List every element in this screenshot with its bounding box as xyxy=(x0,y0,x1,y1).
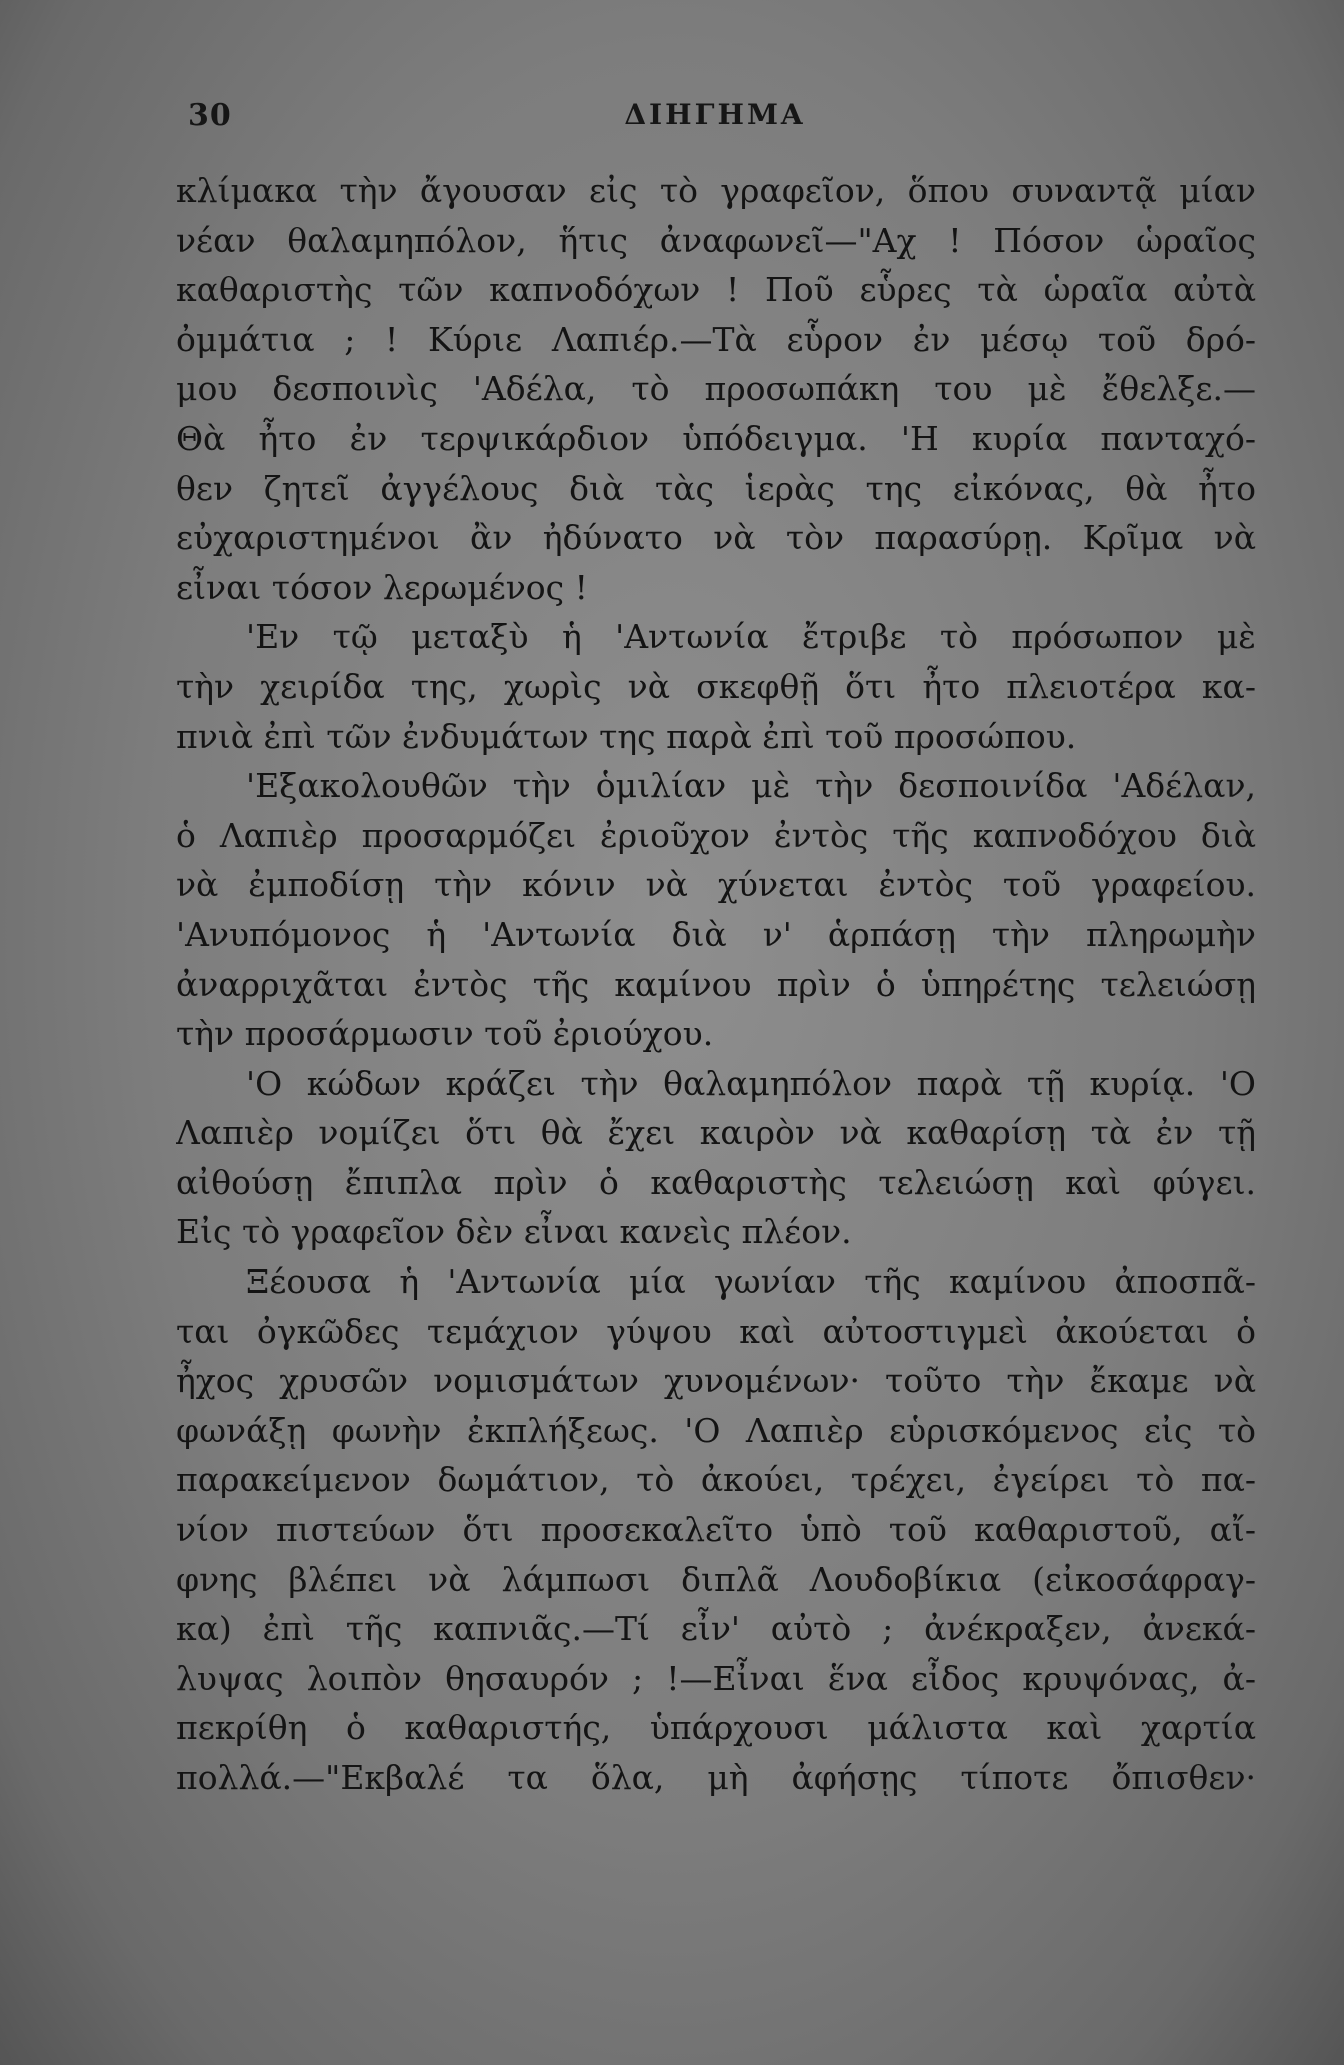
text-line: αἰθούσῃ ἔπιπλα πρὶν ὁ καθαριστὴς τελειώσῃ καὶ φύγει. xyxy=(176,1162,1256,1202)
running-head-title: ΔΙΗΓΗΜΑ xyxy=(624,98,806,131)
text-line: ὀμμάτια ; ! Κύριε Λαπιέρ.—Τὰ εὗρον ἐν μέσῳ τοῦ δρό- xyxy=(176,319,1256,359)
body-text xyxy=(176,166,1256,1803)
text-line: πνιὰ ἐπὶ τῶν ἐνδυμάτων της παρὰ ἐπὶ τοῦ προσώπου. xyxy=(176,716,1077,756)
text-line: θεν ζητεῖ ἀγγέλους διὰ τὰς ἱερὰς της εἰκόνας, θὰ ἦτο xyxy=(176,468,1256,508)
text-line: Λαπιὲρ νομίζει ὅτι θὰ ἔχει καιρὸν νὰ καθαρίσῃ τὰ ἐν τῇ xyxy=(176,1113,1256,1153)
text-line: τὴν προσάρμωσιν τοῦ ἐριούχου. xyxy=(176,1014,714,1054)
text-line: εἶναι τόσον λερωμένος ! xyxy=(176,567,588,607)
text-line: μου δεσποινὶς 'Αδέλα, τὸ προσωπάκη του μὲ ἔθελξε.— xyxy=(176,369,1256,409)
text-line: πεκρίθη ὁ καθαριστής, ὑπάρχουσι μάλιστα καὶ χαρτία xyxy=(176,1708,1256,1748)
text-line: Θὰ ἦτο ἐν τερψικάρδιον ὑπόδειγμα. 'Η κυρία πανταχό- xyxy=(176,418,1256,458)
text-line: λυψας λοιπὸν θησαυρόν ; !—Εἶναι ἕνα εἶδος κρυψόνας, ἀ- xyxy=(176,1658,1256,1698)
text-line: 'Εν τῷ μεταξὺ ἡ 'Αντωνία ἔτριβε τὸ πρόσωπον μὲ xyxy=(246,617,1256,657)
text-line: ται ὀγκῶδες τεμάχιον γύψου καὶ αὐτοστιγμεὶ ἀκούεται ὁ xyxy=(176,1311,1256,1351)
text-line: 'Ανυπόμονος ἡ 'Αντωνία διὰ ν' ἁρπάσῃ τὴν πληρωμὴν xyxy=(176,914,1256,954)
text-line: ὁ Λαπιὲρ προσαρμόζει ἐριοῦχον ἐντὸς τῆς καπνοδόχου διὰ xyxy=(176,815,1256,855)
text-line: φωνάξῃ φωνὴν ἐκπλήξεως. 'Ο Λαπιὲρ εὑρισκόμενος εἰς τὸ xyxy=(176,1410,1256,1450)
text-line: Ξέουσα ἡ 'Αντωνία μία γωνίαν τῆς καμίνου ἀποσπᾶ- xyxy=(246,1262,1256,1302)
text-line: κλίμακα τὴν ἄγουσαν εἰς τὸ γραφεῖον, ὅπου συναντᾷ μίαν xyxy=(176,171,1256,210)
text-line: Εἰς τὸ γραφεῖον δὲν εἶναι κανεὶς πλέον. xyxy=(176,1212,852,1252)
text-line: καθαριστὴς τῶν καπνοδόχων ! Ποῦ εὗρες τὰ ὡραῖα αὐτὰ xyxy=(176,270,1256,310)
text-line: 'Ο κώδων κράζει τὴν θαλαμηπόλον παρὰ τῇ κυρίᾳ. 'Ο xyxy=(246,1063,1256,1103)
page-number: 30 xyxy=(188,98,232,133)
running-head xyxy=(170,98,1260,142)
text-line: ἀναρριχᾶται ἐντὸς τῆς καμίνου πρὶν ὁ ὑπηρέτης τελειώσῃ xyxy=(176,964,1256,1004)
text-line: πολλά.—"Εκβαλέ τα ὅλα, μὴ ἀφήσῃς τίποτε ὄπισθεν· xyxy=(176,1758,1256,1797)
text-line: κα) ἐπὶ τῆς καπνιᾶς.—Τί εἶν' αὐτὸ ; ἀνέκραξεν, ἀνεκά- xyxy=(176,1609,1256,1649)
text-line: νέαν θαλαμηπόλον, ἥτις ἀναφωνεῖ—"Αχ ! Πόσον ὡραῖος xyxy=(176,220,1256,260)
text-line: τὴν χειρίδα της, χωρὶς νὰ σκεφθῇ ὅτι ἦτο πλειοτέρα κα- xyxy=(176,666,1256,706)
text-line: 'Εξακολουθῶν τὴν ὁμιλίαν μὲ τὴν δεσποινίδα 'Αδέλαν, xyxy=(246,766,1256,806)
text-line: φνης βλέπει νὰ λάμπωσι διπλᾶ Λουδοβίκια (εἰκοσάφραγ- xyxy=(176,1559,1256,1599)
text-line: νίον πιστεύων ὅτι προσεκαλεῖτο ὑπὸ τοῦ καθαριστοῦ, αἴ- xyxy=(176,1510,1256,1550)
text-line: νὰ ἐμποδίσῃ τὴν κόνιν νὰ χύνεται ἐντὸς τοῦ γραφείου. xyxy=(176,865,1256,905)
text-line: παρακείμενον δωμάτιον, τὸ ἀκούει, τρέχει, ἐγείρει τὸ πα- xyxy=(176,1460,1256,1500)
text-line: ἦχος χρυσῶν νομισμάτων χυνομένων· τοῦτο τὴν ἔκαμε νὰ xyxy=(176,1361,1256,1401)
text-line: εὐχαριστημένοι ἂν ἠδύνατο νὰ τὸν παρασύρῃ. Κρῖμα νὰ xyxy=(176,518,1256,558)
